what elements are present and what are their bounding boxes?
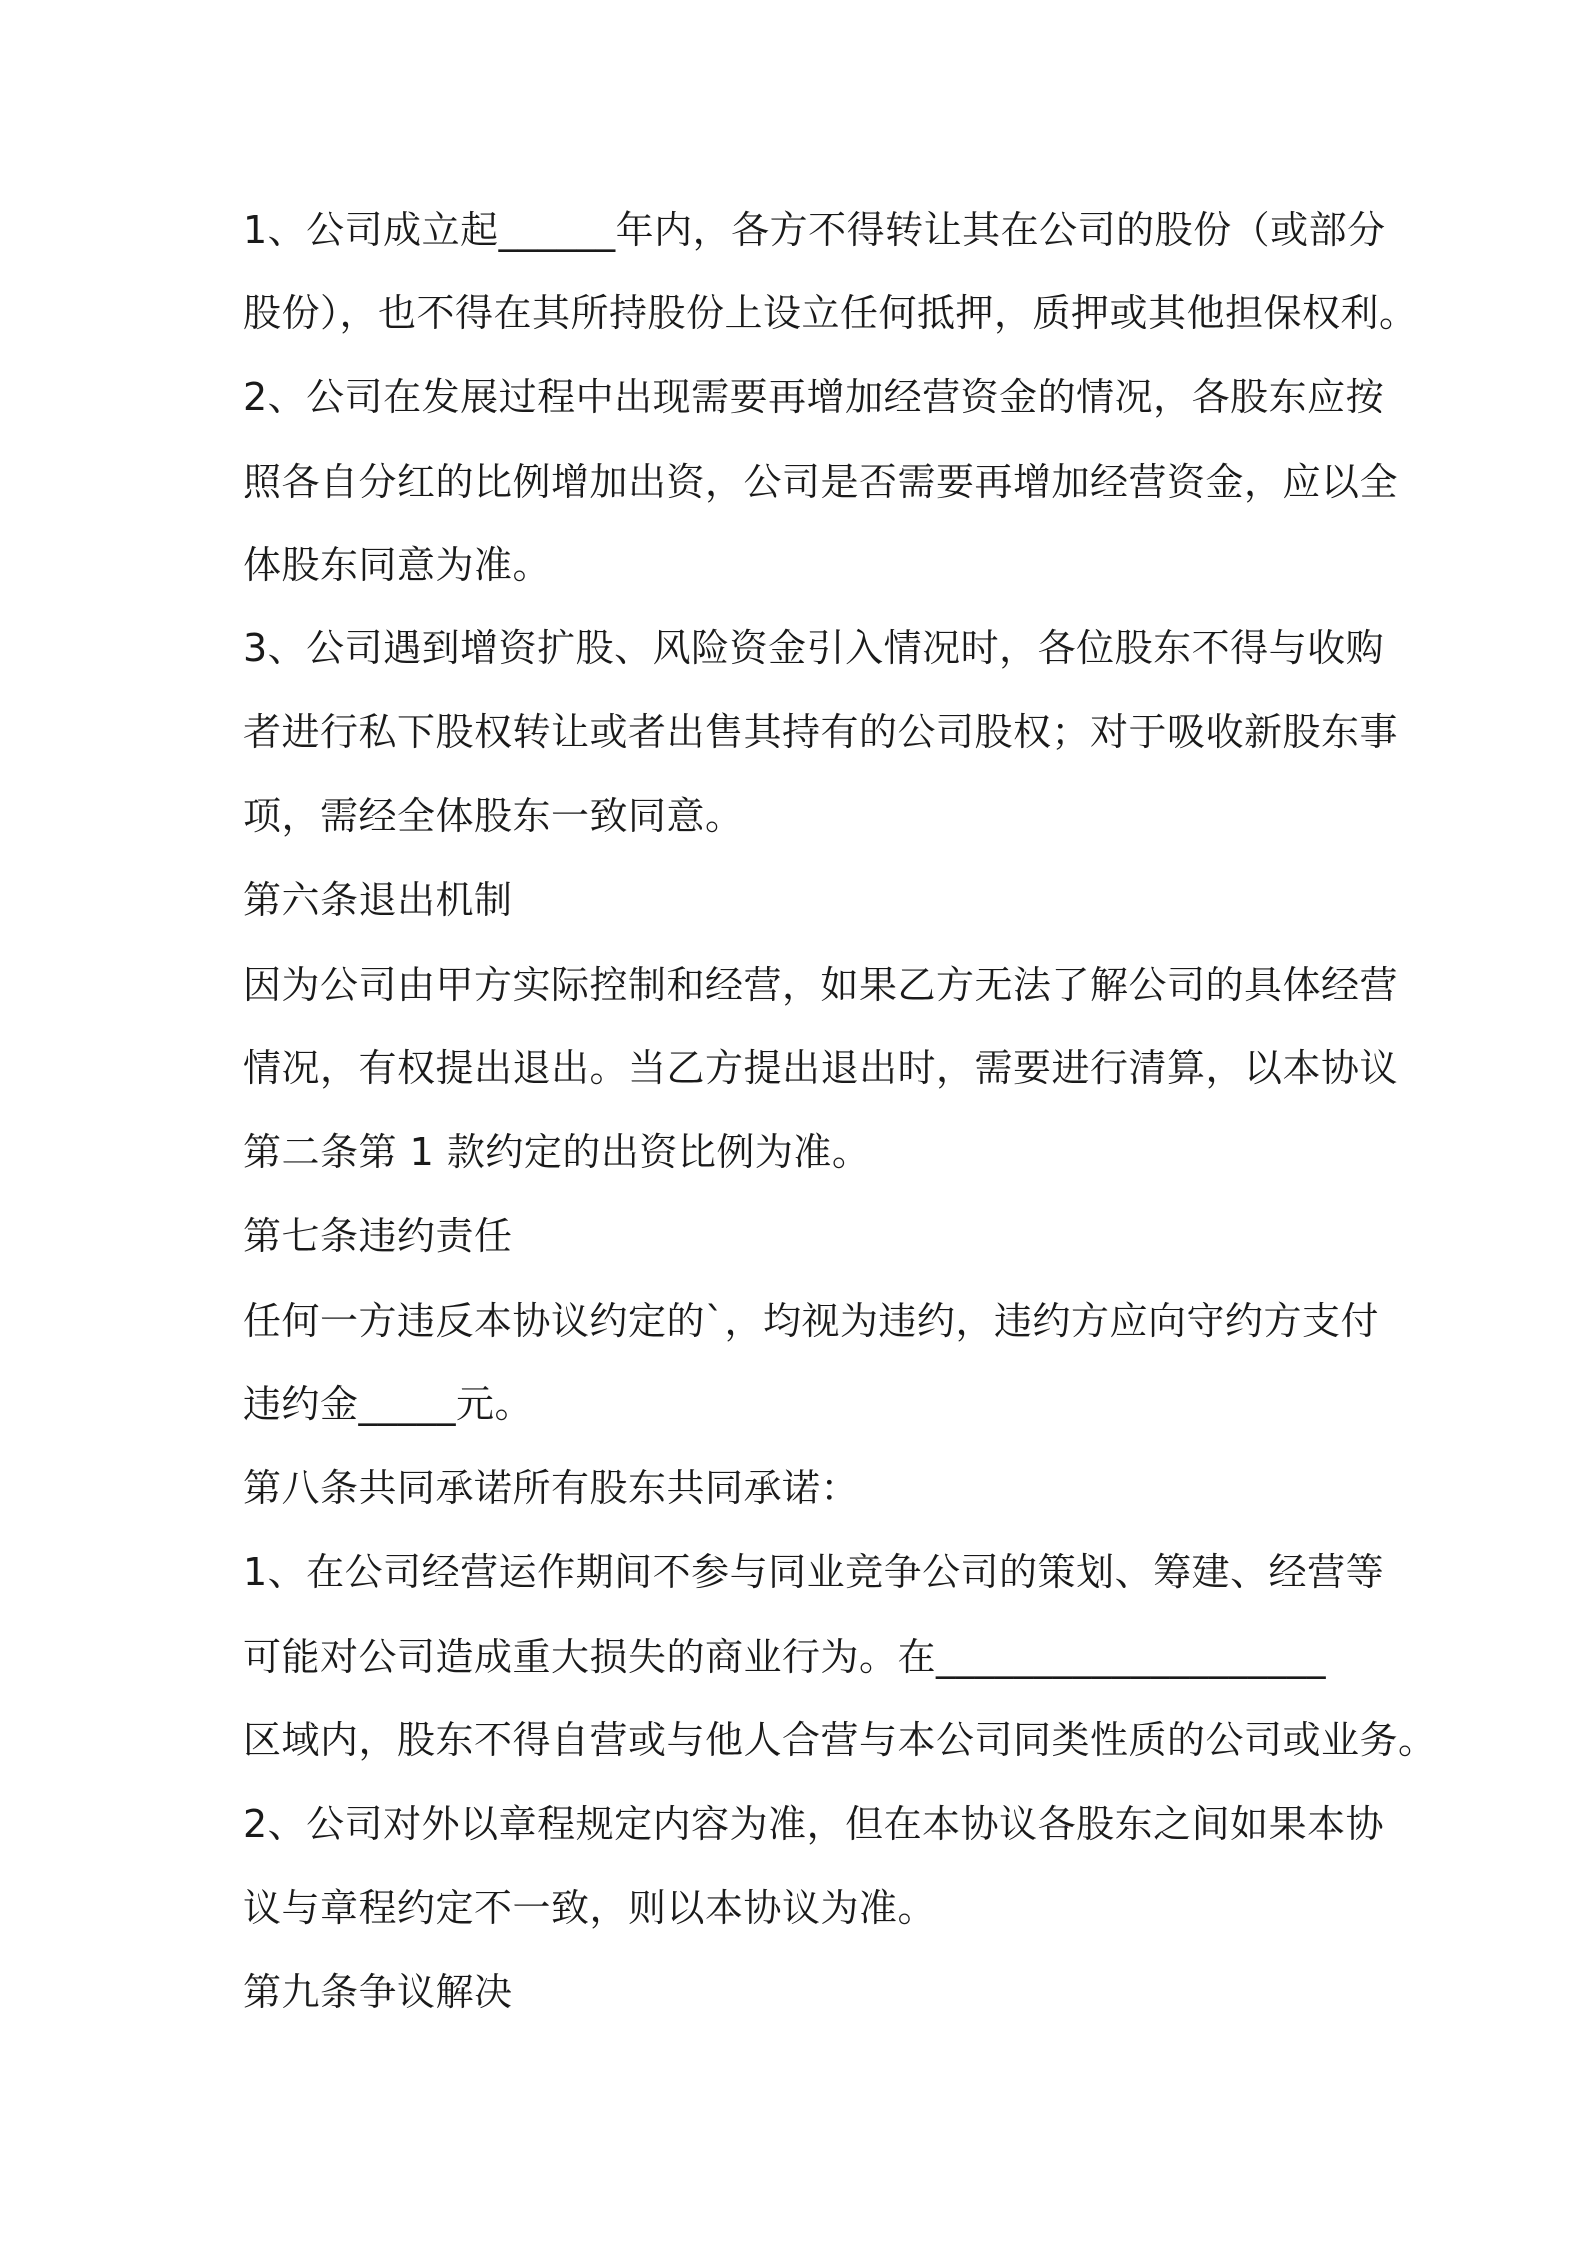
clause-6-body-line-1: 因为公司由甲方实际控制和经营，如果乙方无法了解公司的具体经营	[243, 963, 1399, 1007]
clause-5-item-3-line-3: 项，需经全体股东一致同意。	[243, 794, 744, 838]
clause-7-heading: 第七条违约责任	[243, 1214, 513, 1258]
clause-7-body-line-1: 任何一方违反本协议约定的`，均视为违约，违约方应向守约方支付	[243, 1299, 1380, 1343]
clause-5-item-2-line-2: 照各自分红的比例增加出资，公司是否需要再增加经营资金，应以全	[243, 460, 1399, 504]
clause-7-body-line-2: 违约金_____元。	[243, 1382, 534, 1426]
clause-6-body-line-3: 第二条第 1 款约定的出资比例为准。	[243, 1130, 871, 1174]
clause-8-item-1-line-1: 1、在公司经营运作期间不参与同业竞争公司的策划、筹建、经营等	[243, 1550, 1385, 1594]
clause-5-item-3-line-2: 者进行私下股权转让或者出售其持有的公司股权；对于吸收新股东事	[243, 710, 1399, 754]
clause-5-item-1-line-2: 股份），也不得在其所持股份上设立任何抵押，质押或其他担保权利。	[243, 291, 1418, 335]
clause-5-item-2-line-3: 体股东同意为准。	[243, 543, 552, 587]
clause-5-item-3-line-1: 3、公司遇到增资扩股、风险资金引入情况时，各位股东不得与收购	[243, 626, 1385, 670]
clause-8-item-2-line-2: 议与章程约定不一致，则以本协议为准。	[243, 1886, 937, 1930]
clause-5-item-2-line-1: 2、公司在发展过程中出现需要再增加经营资金的情况，各股东应按	[243, 375, 1385, 419]
clause-6-body-line-2: 情况，有权提出退出。当乙方提出退出时，需要进行清算，以本协议	[243, 1046, 1399, 1090]
clause-8-item-1-line-2: 可能对公司造成重大损失的商业行为。在____________________	[243, 1635, 1327, 1679]
clause-9-heading: 第九条争议解决	[243, 1970, 513, 2014]
clause-6-heading: 第六条退出机制	[243, 878, 513, 922]
clause-5-item-1-line-1: 1、公司成立起______年内，各方不得转让其在公司的股份（或部分	[243, 208, 1386, 252]
clause-8-item-1-line-3: 区域内，股东不得自营或与他人合营与本公司同类性质的公司或业务。	[243, 1718, 1437, 1762]
clause-8-item-2-line-1: 2、公司对外以章程规定内容为准，但在本协议各股东之间如果本协	[243, 1802, 1385, 1846]
clause-8-heading: 第八条共同承诺所有股东共同承诺：	[243, 1466, 860, 1510]
